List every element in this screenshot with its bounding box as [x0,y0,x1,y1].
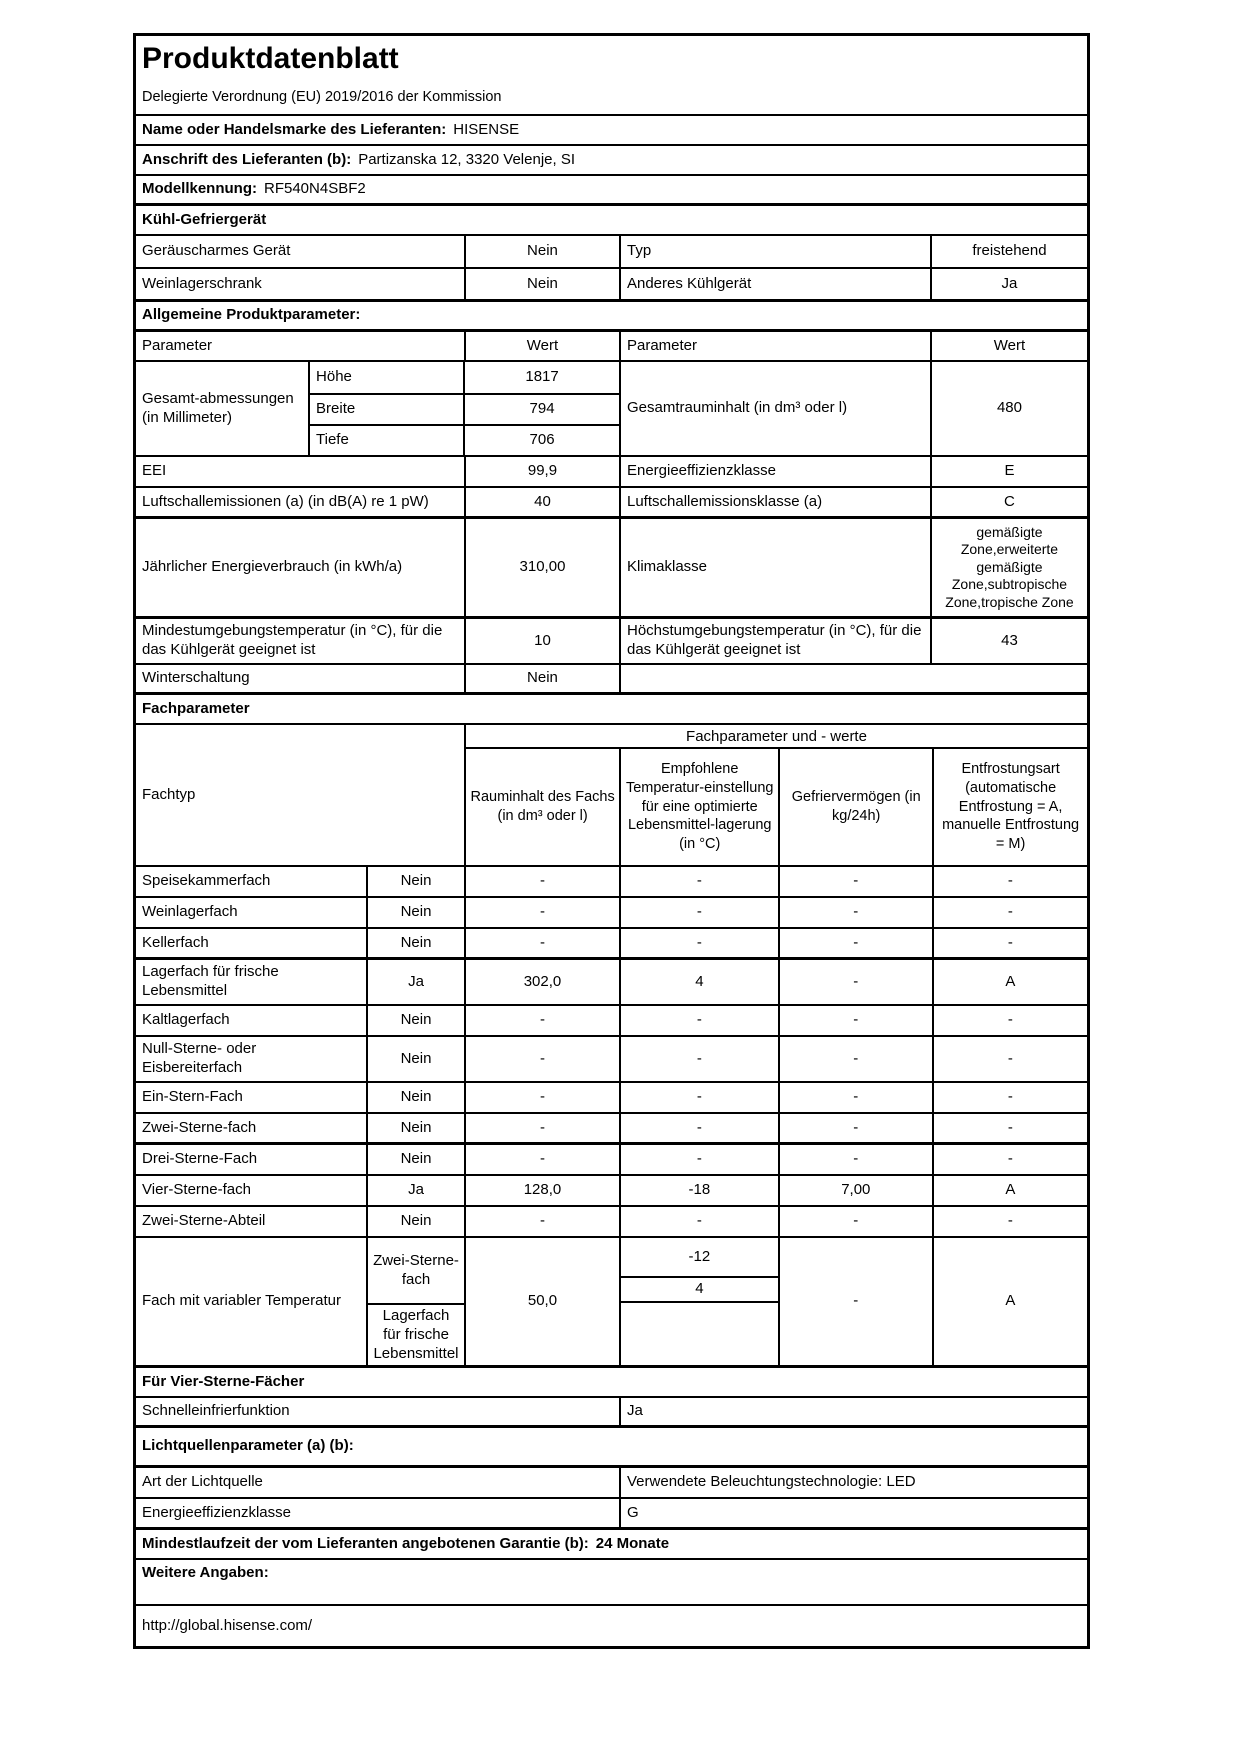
compartment-defrost: - [1007,903,1013,921]
compartment-freezing: - [780,1145,934,1174]
supplier-name-value: HISENSE [453,120,520,138]
warranty-label: Mindestlaufzeit der vom Lieferanten angebotenen Garantie (b): [142,1534,589,1552]
param-value: 10 [466,619,621,663]
model-cell [136,176,1087,203]
light-section-title: Lichtquellenparameter (a) (b): [142,1437,354,1455]
notes-section-title: Weitere Angaben: [142,1564,269,1582]
compartment-volume: - [466,1145,621,1174]
compartment-volume: - [466,1114,621,1142]
compartment-defrost: - [1007,1212,1013,1230]
compartment-volume: 50,0 [466,1238,621,1365]
compartment-freezing: - [780,1207,934,1236]
compartment-freezing: 7,00 [780,1176,934,1205]
warranty-value: 24 Monate [595,1534,670,1552]
dimension-label: Tiefe [310,426,465,455]
compartment-defrost: A [1005,1292,1016,1310]
light-section-header-row [136,1428,1087,1468]
variable-temperature: 4 [621,1278,778,1303]
device-section-title: Kühl-Gefriergerät [142,210,267,228]
dimension-sub-row [310,393,619,424]
device-row [136,236,1087,269]
compartment-volume: - [466,1037,621,1081]
param-value: gemäßigte Zone,erweiterte gemäßigte Zone,subtropische Zone,tropische Zone [945,523,1074,610]
defrost-column-header: Entfrostungsart (automatische Entfrostung = A, manuelle Entfrostung = M) [942,760,1080,853]
website-cell [136,1606,1087,1646]
variable-subtype: Zwei-Sterne-fach [368,1238,464,1305]
general-row [136,457,1087,488]
column-header-row [136,332,1087,362]
dimension-value: 706 [529,431,555,449]
compartment-type-header: Fachtyp [136,725,466,865]
dimension-value: 1817 [525,368,559,386]
compartment-row [136,960,1087,1006]
compartment-freezing: - [780,1083,934,1112]
compartment-temperature: - [621,1114,780,1142]
compartment-row [136,1083,1087,1114]
compartment-column-headers [466,749,1087,865]
compartment-type: Lagerfach für frische Lebensmittel [136,960,368,1004]
compartment-row [136,1037,1087,1083]
compartment-defrost: A [1005,972,1016,990]
dimension-label: Breite [310,395,465,424]
compartment-header-row [136,725,1087,867]
compartment-temperature: 4 [621,960,780,1004]
compartment-temperature: - [621,1207,780,1236]
param-value: 43 [1001,631,1018,649]
compartment-freezing: - [780,1037,934,1081]
dimension-label: Höhe [310,362,465,393]
compartment-defrost: - [1007,1049,1013,1067]
compartment-freezing: - [780,960,934,1004]
product-datasheet [133,33,1090,1649]
empty-cell [621,665,1087,692]
compartment-present: Nein [368,1114,466,1142]
param-value: freistehend [972,242,1047,260]
column-header-wert: Wert [466,332,621,360]
model-value: RF540N4SBF2 [264,180,366,198]
compartment-type: Speisekammerfach [136,867,368,896]
dimension-sub-row [310,424,619,455]
compartment-present: Nein [368,898,466,927]
param-label: Anderes Kühlgerät [621,269,932,299]
compartment-row [136,1176,1087,1207]
model-label: Modellkennung: [142,180,257,198]
compartment-volume: - [466,898,621,927]
param-value: G [627,1503,639,1521]
compartment-defrost: - [1007,1150,1013,1168]
compartment-freezing: - [780,1238,934,1365]
param-label: Weinlagerschrank [136,269,466,299]
compartment-row [136,867,1087,898]
warranty-row [136,1530,1087,1560]
compartment-row [136,1114,1087,1145]
freezing-column-header: Gefriervermögen (in kg/24h) [780,749,934,865]
compartment-present: Ja [368,960,466,1004]
supplier-address-cell [136,146,1087,174]
compartment-type: Weinlagerfach [136,898,368,927]
compartment-type: Vier-Sterne-fach [136,1176,368,1205]
param-value: 310,00 [466,519,621,616]
compartment-defrost: A [1005,1181,1016,1199]
param-label: Schnelleinfrierfunktion [136,1398,621,1425]
compartment-type: Kellerfach [136,929,368,957]
param-label: Typ [621,236,932,267]
compartment-band-title: Fachparameter und - werte [466,725,1087,749]
supplier-address-row [136,146,1087,176]
dimension-value: 794 [529,400,555,418]
website-row [136,1606,1087,1646]
compartment-present: Nein [368,1145,466,1174]
compartment-header-right [466,725,1087,865]
compartment-freezing: - [780,867,934,896]
compartment-row [136,929,1087,960]
supplier-name-cell [136,116,1087,144]
volume-column-header: Rauminhalt des Fachs (in dm³ oder l) [466,749,621,865]
compartment-present: Ja [368,1176,466,1205]
notes-section-header-row [136,1560,1087,1606]
param-value: 480 [996,399,1022,417]
supplier-name-label: Name oder Handelsmarke des Lieferanten: [142,120,447,138]
param-label: Klimaklasse [621,519,932,616]
compartment-freezing: - [780,1006,934,1035]
compartment-type: Zwei-Sterne-fach [136,1114,368,1142]
general-section-header-row [136,302,1087,332]
compartment-freezing: - [780,929,934,957]
param-value: E [1004,462,1015,480]
compartment-volume: - [466,929,621,957]
supplier-address-value: Partizanska 12, 3320 Velenje, SI [358,150,575,168]
compartment-volume: - [466,1083,621,1112]
four-star-section-header-row [136,1368,1087,1398]
compartment-present: Nein [368,1083,466,1112]
compartment-section-title: Fachparameter [142,699,250,717]
compartment-volume: 302,0 [466,960,621,1004]
compartment-present: Nein [368,867,466,896]
compartment-temperature: - [621,1037,780,1081]
compartment-volume: - [466,867,621,896]
param-label: Gesamtrauminhalt (in dm³ oder l) [621,362,932,455]
param-label: Geräuscharmes Gerät [136,236,466,267]
general-row [136,519,1087,619]
param-value: 99,9 [466,457,621,486]
device-section-header-row [136,206,1087,236]
dimension-sub-row [310,362,619,393]
compartment-temperature: - [621,898,780,927]
light-row [136,1468,1087,1499]
compartment-temperature: -18 [621,1176,780,1205]
compartment-freezing: - [780,898,934,927]
compartment-temperature: - [621,1006,780,1035]
title-cell [136,36,1087,114]
compartment-present: Nein [368,1037,466,1081]
compartment-row [136,898,1087,929]
param-label: Höchstumgebungstemperatur (in °C), für die das Kühlgerät geeignet ist [621,619,932,663]
param-value: Nein [466,269,621,299]
warranty-cell [136,1530,1087,1558]
compartment-temperature: - [621,929,780,957]
supplier-name-row [136,116,1087,146]
column-header-parameter: Parameter [621,332,932,360]
param-label: Luftschallemissionen (a) (in dB(A) re 1 pW) [136,488,466,516]
winter-row [136,665,1087,695]
variable-temperatures [621,1238,780,1365]
dimensions-row [136,362,1087,457]
device-row [136,269,1087,302]
compartment-freezing: - [780,1114,934,1142]
param-label: Mindestumgebungstemperatur (in °C), für die das Kühlgerät geeignet ist [136,619,466,663]
compartment-type: Fach mit variabler Temperatur [136,1238,368,1365]
compartment-present: Nein [368,929,466,957]
compartment-volume: 128,0 [466,1176,621,1205]
param-value: Verwendete Beleuchtungstechnologie: LED [627,1473,916,1491]
dimensions-sub-table [310,362,621,455]
compartment-temperature: - [621,867,780,896]
compartment-volume: - [466,1006,621,1035]
four-star-row [136,1398,1087,1428]
variable-subtypes [368,1238,466,1365]
empty-cell [621,1303,778,1365]
param-value: 40 [466,488,621,516]
compartment-temperature: - [621,1145,780,1174]
compartment-defrost: - [1007,1011,1013,1029]
param-value: Ja [1001,274,1018,292]
title-row [136,36,1087,116]
param-label: Winterschaltung [136,665,466,692]
compartment-type: Ein-Stern-Fach [136,1083,368,1112]
compartment-volume: - [466,1207,621,1236]
compartment-present: Nein [368,1207,466,1236]
compartment-defrost: - [1007,1088,1013,1106]
param-value: Nein [466,665,621,692]
four-star-section-title: Für Vier-Sterne-Fächer [142,1372,305,1390]
param-label: Luftschallemissionsklasse (a) [621,488,932,516]
compartment-section-header-row [136,695,1087,725]
compartment-defrost: - [1007,1118,1013,1136]
temperature-column-header: Empfohlene Temperatur-einstellung für eine optimierte Lebensmittel-lagerung (in °C) [621,749,780,865]
param-label: Jährlicher Energieverbrauch (in kWh/a) [136,519,466,616]
general-section-title: Allgemeine Produktparameter: [142,306,361,324]
dimensions-label: Gesamt-abmessungen (in Millimeter) [136,362,310,455]
website-link[interactable]: http://global.hisense.com/ [142,1616,313,1634]
model-row [136,176,1087,206]
general-row [136,488,1087,519]
compartment-defrost: - [1007,933,1013,951]
variable-compartment-row [136,1238,1087,1368]
column-header-wert: Wert [993,336,1026,354]
param-label: EEI [136,457,466,486]
compartment-row [136,1006,1087,1037]
compartment-defrost: - [1007,872,1013,890]
compartment-type: Zwei-Sterne-Abteil [136,1207,368,1236]
regulation-subtitle: Delegierte Verordnung (EU) 2019/2016 der Kommission [142,88,502,105]
param-value: Ja [627,1402,643,1420]
page-title: Produktdatenblatt [142,42,399,75]
param-label: Energieeffizienzklasse [621,457,932,486]
param-value: C [1004,492,1015,510]
param-label: Art der Lichtquelle [136,1468,621,1497]
column-header-parameter: Parameter [136,332,466,360]
compartment-row [136,1145,1087,1176]
compartment-type: Null-Sterne- oder Eisbereiterfach [136,1037,368,1081]
compartment-temperature: - [621,1083,780,1112]
variable-temperature: -12 [621,1238,778,1278]
compartment-type: Drei-Sterne-Fach [136,1145,368,1174]
compartment-present: Nein [368,1006,466,1035]
compartment-row [136,1207,1087,1238]
compartment-type: Kaltlagerfach [136,1006,368,1035]
light-row [136,1499,1087,1530]
supplier-address-label: Anschrift des Lieferanten (b): [142,150,352,168]
param-label: Energieeffizienzklasse [136,1499,621,1527]
variable-subtype: Lagerfach für frische Lebensmittel [373,1307,459,1362]
general-row [136,619,1087,665]
param-value: Nein [466,236,621,267]
